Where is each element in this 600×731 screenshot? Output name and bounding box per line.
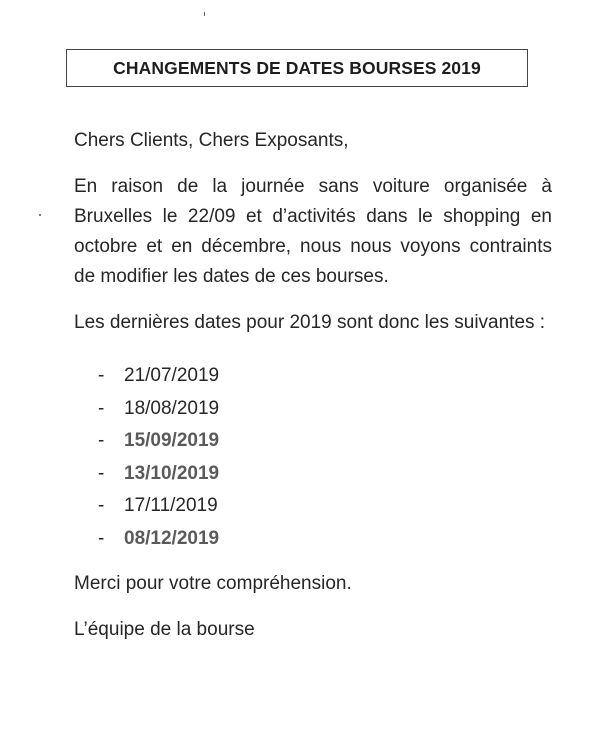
list-dash: - [98,365,105,387]
list-dash: - [98,397,105,419]
signature: L’équipe de la bourse [74,619,255,640]
list-dash: - [98,430,105,452]
title-box [66,49,528,87]
date-value: 18/08/2019 [124,397,220,419]
thanks-line: Merci pour votre compréhension. [74,573,352,594]
date-item [98,458,552,491]
date-item [98,523,552,556]
date-item [98,425,552,458]
letter-body [74,126,552,661]
scan-speck [39,214,41,216]
list-dash: - [98,527,105,549]
list-dash: - [98,495,105,517]
date-value: 21/07/2019 [124,365,220,387]
paragraph-explanation: En raison de la journée sans voiture organisée à Bruxelles le 22/09 et d’activités dans le shopping en octobre et en décembre, nous nous voyons contraints de modifier les dates de ces bourses. [74,176,552,287]
dates-list [74,360,552,555]
greeting: Chers Clients, Chers Exposants, [74,130,349,151]
date-value-changed: 13/10/2019 [124,462,220,484]
date-item [98,490,552,523]
paragraph-dates-intro: Les dernières dates pour 2019 sont donc les suivantes : [74,312,546,333]
document-title: CHANGEMENTS DE DATES BOURSES 2019 [113,57,481,78]
date-item [98,393,552,426]
date-item [98,360,552,393]
scan-speck [204,12,205,16]
list-dash: - [98,462,105,484]
date-value: 17/11/2019 [124,495,218,517]
date-value-changed: 15/09/2019 [124,430,220,452]
date-value-changed: 08/12/2019 [124,527,220,549]
